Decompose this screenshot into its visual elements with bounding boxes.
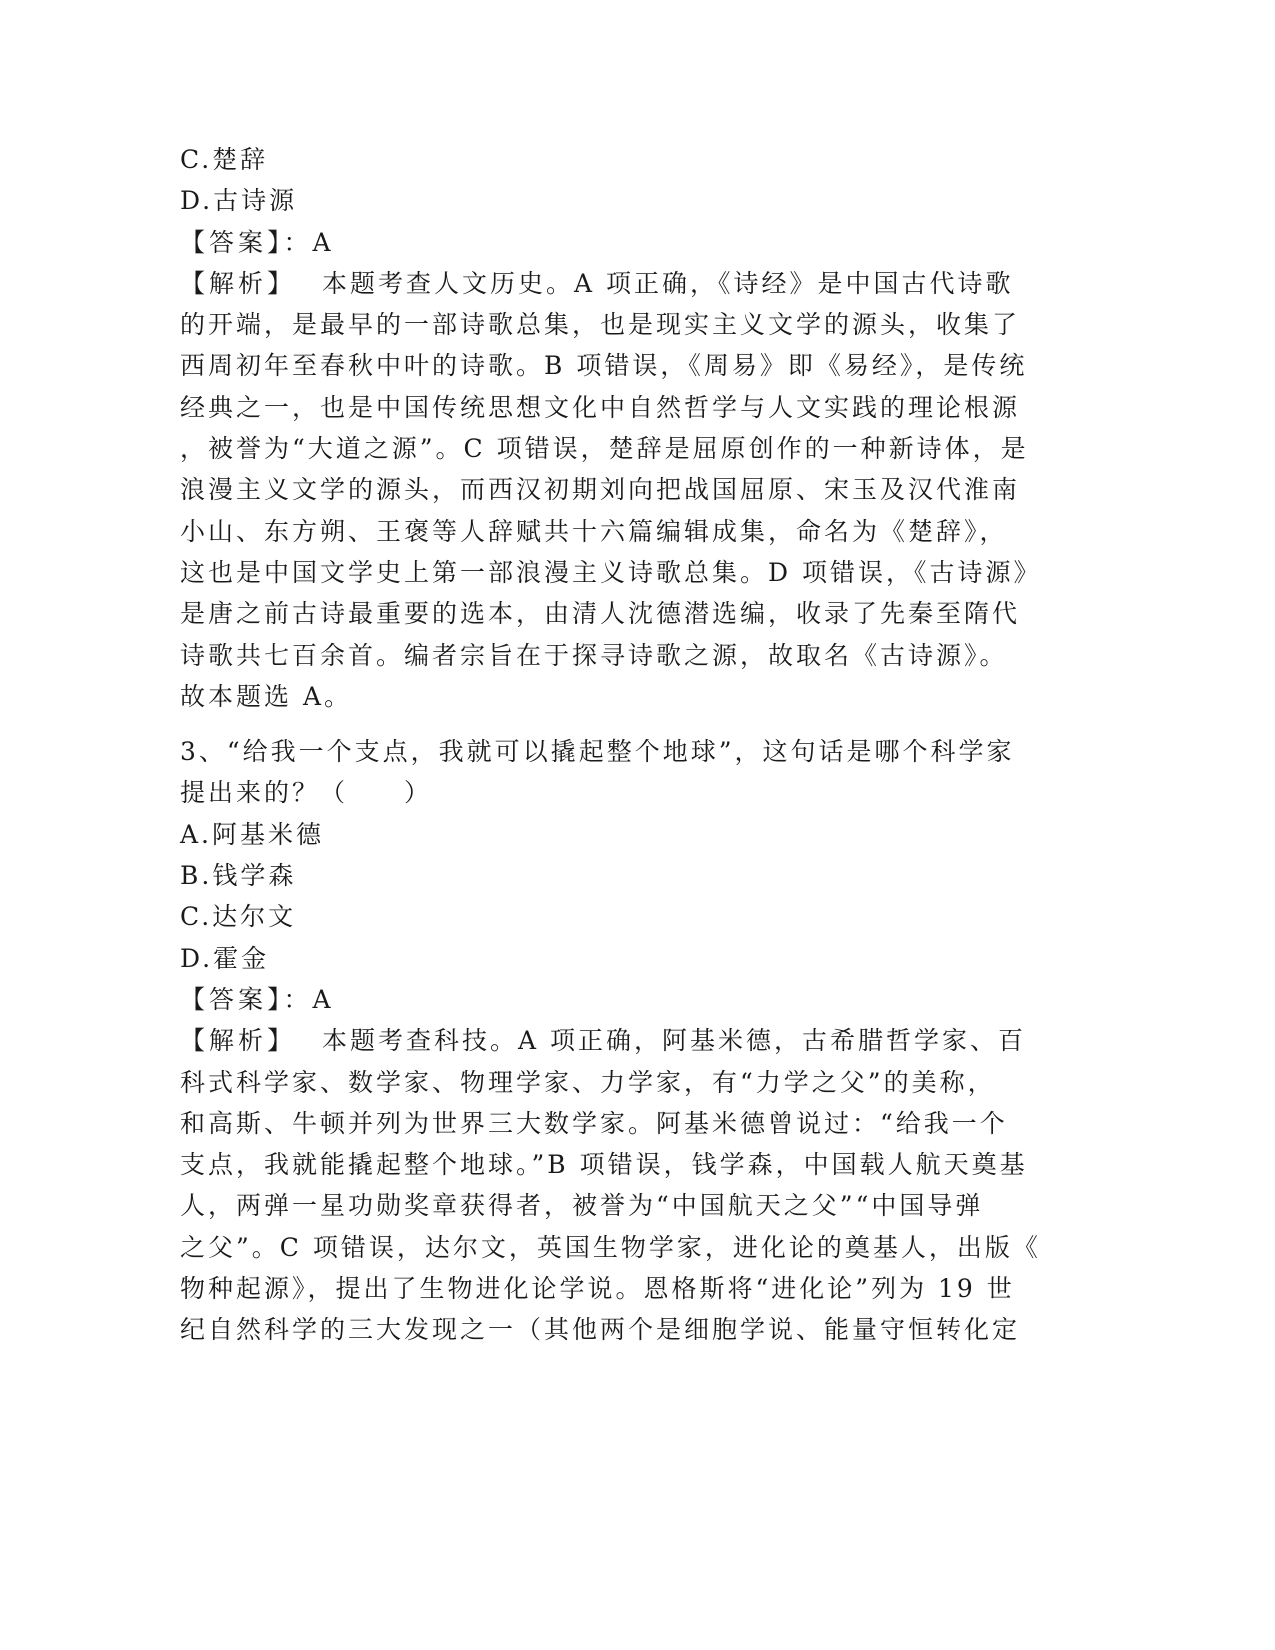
- document-page: [180, 139, 1040, 1351]
- q3-analysis-text: 本题考查科技。A 项正确，阿基米德，古希腊哲学家、百: [322, 1026, 1027, 1056]
- q2-analysis-line: 故本题选 A。: [180, 681, 353, 711]
- q2-analysis-line: 的开端，是最早的一部诗歌总集，也是现实主义文学的源头，收集了: [180, 310, 1021, 340]
- q2-analysis-line: 小山、东方朔、王褒等人辞赋共十六篇编辑成集，命名为《楚辞》，: [180, 516, 1008, 546]
- q3-analysis-line: 支点，我就能撬起整个地球。”B 项错误，钱学森，中国载人航天奠基: [180, 1150, 1028, 1180]
- q2-option-d: D.古诗源: [180, 186, 298, 216]
- q3-option-a: A.阿基米德: [180, 819, 325, 849]
- q3-analysis-label: 【解析】: [180, 1026, 297, 1056]
- q3-analysis-line: 科式科学家、数学家、物理学家、力学家，有“力学之父”的美称，: [180, 1067, 996, 1097]
- q3-question-line: 提出来的？（ ）: [180, 778, 433, 808]
- q2-analysis-line: 浪漫主义文学的源头，而西汉初期刘向把战国屈原、宋玉及汉代淮南: [180, 475, 1021, 505]
- q3-analysis-line: 物种起源》，提出了生物进化论学说。恩格斯将“进化论”列为 19 世: [180, 1274, 1015, 1304]
- q2-analysis-label: 【解析】: [180, 268, 297, 298]
- q3-analysis-line: [180, 1020, 1040, 1061]
- q2-analysis-line: [180, 263, 1040, 304]
- q3-analysis-line: 纪自然科学的三大发现之一（其他两个是细胞学说、能量守恒转化定: [180, 1315, 1021, 1345]
- q3-analysis-line: 和高斯、牛顿并列为世界三大数学家。阿基米德曾说过：“给我一个: [180, 1108, 1008, 1138]
- q2-analysis-line: 是唐之前古诗最重要的选本，由清人沈德潜选编，收录了先秦至隋代: [180, 599, 1021, 629]
- q3-analysis-line: 之父”。C 项错误，达尔文，英国生物学家，进化论的奠基人，出版《: [180, 1232, 1041, 1262]
- q3-option-d: D.霍金: [180, 943, 270, 973]
- q2-answer-value: A: [312, 227, 334, 257]
- q2-analysis-line: ，被誉为“大道之源”。C 项错误，楚辞是屈原创作的一种新诗体，是: [180, 434, 1029, 464]
- q2-answer: [180, 222, 1040, 263]
- q2-analysis-line: 西周初年至春秋中叶的诗歌。B 项错误，《周易》即《易经》，是传统: [180, 351, 1028, 381]
- q3-answer-value: A: [312, 984, 334, 1014]
- q3-option-c: C.达尔文: [180, 902, 297, 932]
- q2-analysis-line: 这也是中国文学史上第一部浪漫主义诗歌总集。D 项错误，《古诗源》: [180, 557, 1042, 587]
- q3-option-b: B.钱学森: [180, 861, 297, 891]
- q2-analysis-text: 本题考查人文历史。A 项正确，《诗经》是中国古代诗歌: [322, 268, 1014, 298]
- q3-question-line: 3、“给我一个支点，我就可以撬起整个地球”，这句话是哪个科学家: [180, 737, 1015, 767]
- q2-option-c: C.楚辞: [180, 145, 269, 174]
- q3-analysis-line: 人，两弹一星功勋奖章获得者，被誉为“中国航天之父”“中国导弹: [180, 1191, 984, 1221]
- q3-answer-label: 【答案】：: [180, 984, 313, 1014]
- q2-analysis-line: 经典之一，也是中国传统思想文化中自然哲学与人文实践的理论根源: [180, 392, 1021, 422]
- q2-answer-label: 【答案】：: [180, 227, 313, 257]
- q2-analysis-line: 诗歌共七百余首。编者宗旨在于探寻诗歌之源，故取名《古诗源》。: [180, 640, 1008, 670]
- q3-answer: [180, 979, 1040, 1020]
